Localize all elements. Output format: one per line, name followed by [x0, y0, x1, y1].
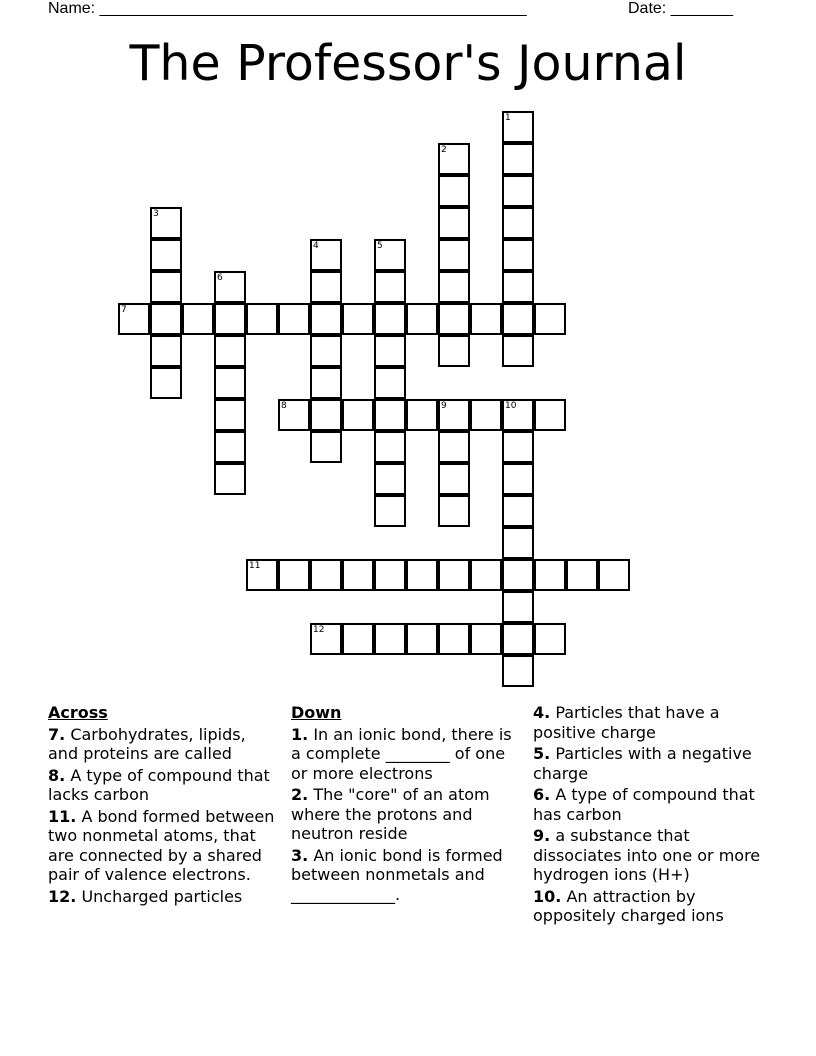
cell-number: 6	[217, 273, 223, 283]
grid-cell[interactable]	[150, 207, 182, 239]
clue-text: A type of compound that lacks carbon	[48, 765, 270, 804]
grid-cell[interactable]	[214, 335, 246, 367]
name-field: Name: ________________________________________________	[48, 0, 527, 17]
grid-cell[interactable]	[310, 623, 342, 655]
grid-cell[interactable]	[502, 559, 534, 591]
cell-number: 12	[313, 625, 325, 635]
clue-number: 8.	[48, 765, 66, 785]
clue-down-1	[291, 725, 521, 784]
clue-text: An ionic bond is formed between nonmetals and _____________.	[291, 845, 503, 904]
clue-text: Carbohydrates, lipids, and proteins are called	[48, 724, 246, 763]
clue-across-8	[48, 766, 280, 805]
grid-cell[interactable]	[310, 559, 342, 591]
clue-down-10	[533, 887, 769, 926]
grid-cell[interactable]	[438, 207, 470, 239]
grid-cell[interactable]	[502, 239, 534, 271]
grid-cell[interactable]	[438, 463, 470, 495]
grid-cell[interactable]	[502, 207, 534, 239]
grid-cell[interactable]	[438, 335, 470, 367]
across-clues	[48, 703, 280, 908]
grid-cell[interactable]	[310, 367, 342, 399]
grid-cell[interactable]	[406, 399, 438, 431]
clue-text: An attraction by oppositely charged ions	[533, 886, 724, 925]
grid-cell[interactable]	[342, 303, 374, 335]
grid-cell[interactable]	[438, 239, 470, 271]
grid-cell[interactable]	[150, 303, 182, 335]
grid-cell[interactable]	[502, 143, 534, 175]
grid-cell[interactable]	[534, 623, 566, 655]
clue-down-6	[533, 785, 769, 824]
cell-number: 1	[505, 113, 511, 123]
grid-cell[interactable]	[310, 399, 342, 431]
cell-number: 4	[313, 241, 319, 251]
cell-number: 7	[121, 305, 127, 315]
clue-number: 12.	[48, 886, 77, 906]
grid-cell[interactable]	[374, 239, 406, 271]
grid-cell[interactable]	[406, 559, 438, 591]
grid-cell[interactable]	[278, 559, 310, 591]
grid-cell[interactable]	[534, 559, 566, 591]
cell-number: 5	[377, 241, 383, 251]
clue-number: 1.	[291, 724, 309, 744]
grid-cell[interactable]	[406, 623, 438, 655]
grid-cell[interactable]	[438, 495, 470, 527]
grid-cell[interactable]	[534, 303, 566, 335]
grid-cell[interactable]	[470, 623, 502, 655]
grid-cell[interactable]	[598, 559, 630, 591]
grid-cell[interactable]	[502, 335, 534, 367]
grid-cell[interactable]	[374, 399, 406, 431]
clue-number: 4.	[533, 703, 551, 722]
grid-cell[interactable]	[470, 559, 502, 591]
cell-number: 11	[249, 561, 261, 571]
grid-cell[interactable]	[150, 367, 182, 399]
grid-cell[interactable]	[310, 271, 342, 303]
grid-cell[interactable]	[502, 399, 534, 431]
date-field: Date: _______	[628, 0, 733, 17]
clue-number: 11.	[48, 806, 77, 826]
grid-cell[interactable]	[502, 271, 534, 303]
clue-number: 2.	[291, 785, 309, 804]
grid-cell[interactable]	[342, 399, 374, 431]
grid-cell[interactable]	[438, 175, 470, 207]
grid-cell[interactable]	[502, 175, 534, 207]
grid-cell[interactable]	[214, 271, 246, 303]
grid-cell[interactable]	[374, 431, 406, 463]
grid-cell[interactable]	[374, 559, 406, 591]
cell-number: 8	[281, 401, 287, 411]
grid-cell[interactable]	[246, 303, 278, 335]
grid-cell[interactable]	[502, 591, 534, 623]
clue-across-11	[48, 807, 280, 885]
clue-number: 3.	[291, 845, 309, 865]
grid-cell[interactable]	[470, 303, 502, 335]
clue-number: 10.	[533, 886, 562, 906]
grid-cell[interactable]	[374, 623, 406, 655]
grid-cell[interactable]	[374, 335, 406, 367]
across-heading: Across	[48, 703, 108, 722]
clue-down-2	[291, 785, 521, 844]
grid-cell[interactable]	[278, 303, 310, 335]
down-heading: Down	[291, 703, 342, 722]
clue-text: Particles with a negative charge	[533, 744, 752, 783]
grid-cell[interactable]	[534, 399, 566, 431]
grid-cell[interactable]	[438, 143, 470, 175]
clue-down-4	[533, 703, 769, 742]
grid-cell[interactable]	[246, 559, 278, 591]
grid-cell[interactable]	[214, 303, 246, 335]
grid-cell[interactable]	[438, 623, 470, 655]
clue-text: In an ionic bond, there is a complete ________ of one or more electrons	[291, 724, 512, 783]
clue-number: 9.	[533, 826, 551, 845]
clue-text: A type of compound that has carbon	[533, 785, 755, 824]
grid-cell[interactable]	[310, 303, 342, 335]
clue-text: Uncharged particles	[81, 886, 243, 906]
grid-cell[interactable]	[278, 399, 310, 431]
grid-cell[interactable]	[214, 367, 246, 399]
down-clues	[291, 703, 521, 906]
grid-cell[interactable]	[438, 559, 470, 591]
clue-down-9	[533, 826, 769, 885]
grid-cell[interactable]	[150, 335, 182, 367]
grid-cell[interactable]	[438, 271, 470, 303]
grid-cell[interactable]	[502, 111, 534, 143]
grid-cell[interactable]	[374, 463, 406, 495]
clue-text: A bond formed between two nonmetal atoms, that are connected by a shared pair of valence electrons.	[48, 806, 275, 884]
clue-down-3	[291, 846, 521, 905]
grid-cell[interactable]	[342, 623, 374, 655]
clue-number: 6.	[533, 785, 551, 804]
clue-number: 7.	[48, 724, 66, 744]
clue-down-5	[533, 744, 769, 783]
grid-cell[interactable]	[406, 303, 438, 335]
puzzle-title: The Professor's Journal	[129, 35, 687, 92]
grid-cell[interactable]	[342, 559, 374, 591]
grid-cell[interactable]	[502, 303, 534, 335]
grid-cell[interactable]	[502, 495, 534, 527]
cell-number: 2	[441, 145, 447, 155]
grid-cell[interactable]	[214, 431, 246, 463]
grid-cell[interactable]	[310, 239, 342, 271]
grid-cell[interactable]	[566, 559, 598, 591]
clue-text: The "core" of an atom where the protons and neutron reside	[291, 785, 490, 843]
clue-across-7	[48, 725, 280, 764]
grid-cell[interactable]	[438, 431, 470, 463]
grid-cell[interactable]	[150, 239, 182, 271]
grid-cell[interactable]	[374, 367, 406, 399]
cell-number: 10	[505, 401, 517, 411]
cell-number: 9	[441, 401, 447, 411]
grid-cell[interactable]	[502, 431, 534, 463]
grid-cell[interactable]	[310, 431, 342, 463]
clue-text: a substance that dissociates into one or more hydrogen ions (H+)	[533, 826, 761, 884]
clue-text: Particles that have a positive charge	[533, 703, 720, 742]
grid-cell[interactable]	[150, 271, 182, 303]
down-clues-continued	[533, 703, 769, 928]
grid-cell[interactable]	[182, 303, 214, 335]
grid-cell[interactable]	[502, 655, 534, 687]
grid-cell[interactable]	[502, 463, 534, 495]
grid-cell[interactable]	[118, 303, 150, 335]
grid-cell[interactable]	[214, 399, 246, 431]
grid-cell[interactable]	[374, 495, 406, 527]
grid-cell[interactable]	[502, 527, 534, 559]
grid-cell[interactable]	[374, 271, 406, 303]
grid-cell[interactable]	[374, 303, 406, 335]
clue-number: 5.	[533, 744, 551, 763]
clue-across-12	[48, 887, 280, 907]
grid-cell[interactable]	[438, 399, 470, 431]
grid-cell[interactable]	[438, 303, 470, 335]
grid-cell[interactable]	[502, 623, 534, 655]
cell-number: 3	[153, 209, 159, 219]
grid-cell[interactable]	[470, 399, 502, 431]
grid-cell[interactable]	[214, 463, 246, 495]
grid-cell[interactable]	[310, 335, 342, 367]
